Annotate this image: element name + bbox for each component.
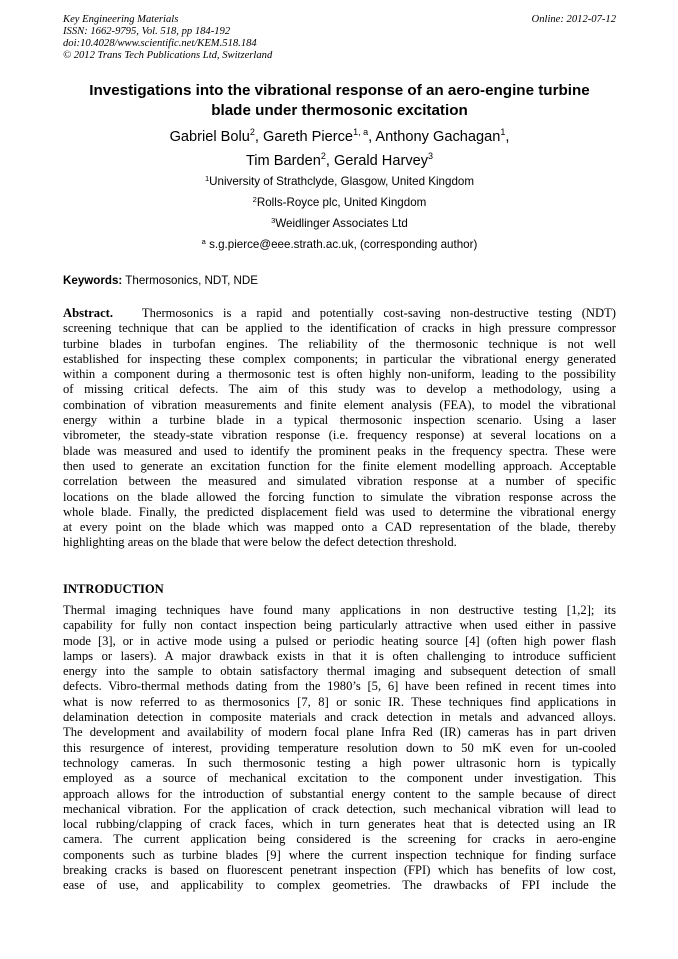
- section-heading-introduction: INTRODUCTION: [63, 582, 164, 596]
- title-line: blade under thermosonic excitation: [211, 102, 468, 119]
- abstract-line: of missing critical defects. The aim of this study was to develop a methodology, using a: [63, 382, 616, 397]
- author-name: Gareth Pierce: [263, 129, 354, 145]
- issn-line: ISSN: 1662-9795, Vol. 518, pp 184-192: [63, 26, 231, 37]
- body-line: technology cameras. In such thermosonic testing a high power ultrasonic horn is typically: [63, 755, 616, 770]
- author-name: Gerald Harvey: [333, 153, 429, 169]
- author-list: [63, 125, 616, 173]
- author-affiliation-mark: 1, a: [353, 127, 369, 137]
- body-line: local rubbing/clapping of crack faces, which in turn generates heat that is detected using an IR: [63, 817, 616, 832]
- affiliation: $^1$University of Strathclyde, Glasgow, United Kingdom: [204, 174, 475, 188]
- abstract-line: at every point on the blade which was mapped onto a CAD representation of the blade, thereby: [63, 520, 616, 535]
- abstract-line: whole blade. Finally, the predicted displacement field was used to determine the vibrational energy: [63, 504, 616, 519]
- abstract-line: highlighting areas on the blade that were below the defect detection threshold.: [63, 535, 457, 550]
- body-line: breaking cracks is based on fluorescent penetrant inspection (FPI) which has benefits of low cost,: [63, 863, 616, 878]
- author-line: Tim Barden$^2$, Gerald Harvey$^3$: [245, 151, 434, 169]
- author-name: Gabriel Bolu: [169, 129, 250, 145]
- body-line: this resurgence of interest, providing temperature resolution down to 50 mK even for un-cooled: [63, 740, 616, 755]
- title-line: Investigations into the vibrational response of an aero-engine turbine: [89, 82, 590, 99]
- keywords-label: Keywords:: [63, 274, 123, 287]
- abstract-label: Abstract.: [63, 306, 114, 320]
- paper-title: [63, 81, 616, 121]
- body-line: mode [3], or in active mode using a pulsed or periodic heating source [4] (often high power flash: [63, 633, 616, 648]
- affiliation: $^2$Rolls-Royce plc, United Kingdom: [252, 195, 427, 209]
- body-line: capability for fully non contact inspection being particularly attractive when used either in passive: [63, 618, 616, 633]
- abstract-line: Abstract. Thermosonics is a rapid and potentially cost-saving non-destructive testing (NDT): [63, 306, 616, 320]
- body-line: mechanical vibration. For the application of crack detection, such mechanical vibration will lead to: [63, 801, 616, 816]
- doi-line: doi:10.4028/www.scientific.net/KEM.518.184: [63, 38, 257, 49]
- author-name: Tim Barden: [245, 153, 321, 169]
- body-line: lamps or lasers). A major drawback exists in that it is often challenging to introduce sufficient: [63, 648, 616, 663]
- body-line: components such as turbine blades [9] where the current inspection technique for finding surface: [63, 847, 616, 862]
- corresponding-author-email: $^a$ s.g.pierce@eee.strath.ac.uk, (corresponding author): [201, 237, 478, 251]
- introduction-body: [63, 603, 616, 894]
- journal-header: [63, 14, 616, 62]
- body-line: what is now referred to as thermosonics [7, 8] or sonic IR. These techniques find applications in: [63, 694, 616, 709]
- abstract-line: energy within a turbine blade in a typical thermosonic inspection scenario. Using a laser: [63, 413, 616, 428]
- author-affiliation-mark: 2: [249, 127, 255, 137]
- journal-name: Key Engineering Materials: [63, 14, 179, 25]
- abstract: [63, 306, 616, 551]
- keywords-text: Thermosonics, NDT, NDE: [122, 274, 259, 287]
- keywords: [63, 274, 616, 288]
- body-line: camera. The current application being considered is the screening for cracks in aero-engine: [63, 832, 616, 847]
- abstract-line: within a component during a thermosonic test is often highly non-uniform, leading to the possibility: [63, 367, 616, 382]
- affiliation: $^3$Weidlinger Associates Ltd: [271, 216, 408, 230]
- abstract-line: combination of vibration measurements and finite element analysis (FEA), to model the vibrational: [63, 397, 616, 412]
- abstract-line: vibrometer, the steady-state vibration response (i.e. frequency response) at several locations on a: [63, 428, 616, 443]
- body-line: energy into the sample to obtain satisfactory thermal imaging and subsequent detection of small: [63, 664, 616, 679]
- author-line: Gabriel Bolu$^2$, Gareth Pierce$^{1, a}$, Anthony Gachagan$^1$,: [169, 127, 510, 145]
- online-date: Online: 2012-07-12: [531, 14, 616, 25]
- abstract-line: turbine blades in turbofan engines. The reliability of the thermosonic technique is not well: [63, 336, 616, 351]
- body-line: defects. Vibro-thermal methods dating from the 1980’s [5, 6] have been refined in recent times into: [63, 679, 616, 694]
- abstract-line: blade was measured and used to identify the prominent peaks in the frequency spectra. These were: [63, 443, 616, 458]
- abstract-line: screening technique that can be applied to the identification of cracks in high pressure compressor: [63, 321, 616, 336]
- body-line: approach allows for the introduction of substantial energy content to the sample because of direct: [63, 786, 616, 801]
- body-line: Thermal imaging techniques have found many applications in non destructive testing [1,2]; its: [63, 603, 616, 617]
- body-line: delamination detection in composite materials and crack detection in metals and advanced alloys.: [63, 710, 616, 725]
- author-affiliation-mark: 3: [428, 151, 434, 161]
- author-affiliation-mark: 2: [320, 151, 326, 161]
- body-line: ease of use, and applicability to complex geometries. The drawbacks of FPI include the: [63, 878, 616, 893]
- author-name: Anthony Gachagan: [375, 129, 501, 145]
- body-line: employed as a source of mechanical excitation to the component under investigation. This: [63, 771, 616, 786]
- author-affiliation-mark: 1: [500, 127, 506, 137]
- abstract-line: correlation between the measured and simulated vibration response at a number of specific: [63, 474, 616, 489]
- copyright-line: © 2012 Trans Tech Publications Ltd, Switzerland: [63, 50, 273, 61]
- abstract-line: then used to generate an excitation function for the finite element modelling approach. Acceptable: [63, 458, 616, 473]
- abstract-line: established for inspecting these complex components; in particular the vibrational energy generated: [63, 351, 616, 366]
- abstract-line: locations on the blade allowed the forcing function to simulate the vibration response across the: [63, 489, 616, 504]
- body-line: The development and availability of modern focal plane Infra Red (IR) cameras has in part driven: [63, 725, 616, 740]
